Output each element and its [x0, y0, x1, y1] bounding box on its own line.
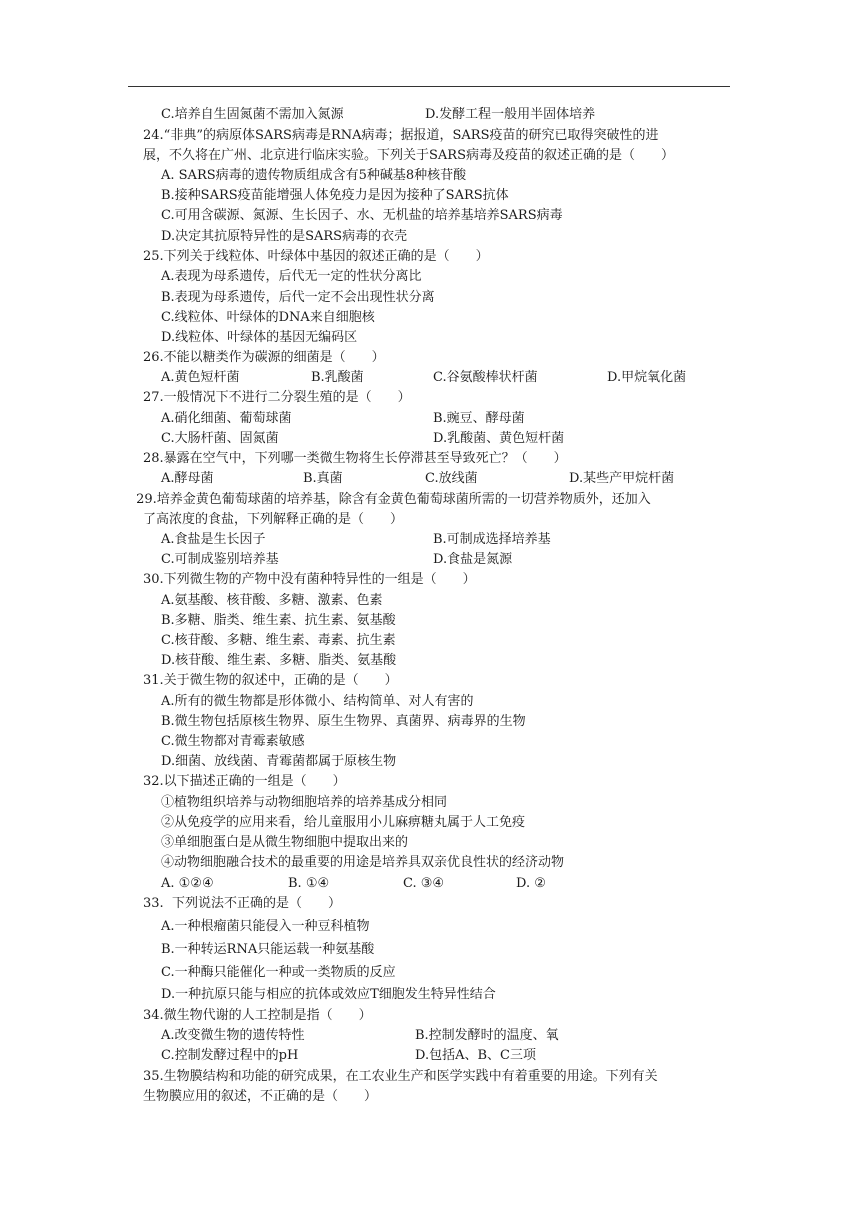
option-text: B.微生物包括原核生物界、原生生物界、真菌界、病毒界的生物 — [161, 714, 526, 729]
option-text: B.多糖、脂类、维生素、抗生素、氨基酸 — [161, 613, 396, 628]
question-33-stem: 33. 下列说法不正确的是（ ） — [143, 896, 341, 911]
option-text: A.所有的微生物都是形体微小、结构简单、对人有害的 — [161, 694, 474, 709]
option-text: A. ①②④ — [161, 876, 214, 891]
question-32-stem: 32.以下描述正确的一组是（ ） — [143, 774, 346, 789]
option-text: D.细菌、放线菌、青霉菌都属于原核生物 — [161, 754, 397, 769]
question-29-stem-cont: 了高浓度的食盐，下列解释正确的是（ ） — [143, 512, 404, 527]
option-text: C.一种酶只能催化一种或一类物质的反应 — [161, 965, 396, 980]
question-34-stem: 34.微生物代谢的人工控制是指（ ） — [143, 1008, 372, 1023]
question-29-stem: 29.培养金黄色葡萄球菌的培养基，除含有金黄色葡萄球菌所需的一切营养物质外，还加入 — [132, 492, 651, 507]
option-text: A.黄色短杆菌 — [161, 370, 240, 385]
question-26-stem: 26.不能以糖类作为碳源的细菌是（ ） — [143, 350, 385, 365]
statement-text: ②从免疫学的应用来看，给儿童服用小儿麻痹糖丸属于人工免疫 — [161, 815, 526, 830]
option-text: B.一种转运RNA只能运载一种氨基酸 — [161, 942, 375, 957]
option-text: C. ③④ — [403, 876, 445, 891]
option-text: C.控制发酵过程中的pH — [161, 1048, 299, 1063]
statement-text: ④动物细胞融合技术的最重要的用途是培养具双亲优良性状的经济动物 — [161, 855, 565, 870]
statement-text: ①植物组织培养与动物细胞培养的培养基成分相同 — [161, 795, 448, 810]
option-text: D.决定其抗原特异性的是SARS病毒的衣壳 — [161, 229, 408, 244]
question-30-stem: 30.下列微生物的产物中没有菌种特异性的一组是（ ） — [143, 572, 476, 587]
option-text: D.核苷酸、维生素、多糖、脂类、氨基酸 — [161, 653, 397, 668]
option-text: B. ①④ — [288, 876, 330, 891]
option-text: D.食盐是氮源 — [433, 552, 513, 567]
option-text: B.真菌 — [303, 471, 343, 486]
option-text: C.谷氨酸棒状杆菌 — [433, 370, 538, 385]
question-24-stem: 24.“非典”的病原体SARS病毒是RNA病毒；据报道，SARS疫苗的研究已取得突破性的进 — [143, 128, 659, 143]
option-text: A.改变微生物的遗传特性 — [161, 1028, 305, 1043]
option-text: D.线粒体、叶绿体的基因无编码区 — [161, 330, 358, 345]
option-text: B.控制发酵时的温度、氧 — [415, 1028, 559, 1043]
option-text: C.大肠杆菌、固氮菌 — [161, 431, 279, 446]
option-text: C.微生物都对青霉素敏感 — [161, 734, 305, 749]
option-text: B.豌豆、酵母菌 — [433, 411, 525, 426]
question-24-stem-cont: 展，不久将在广州、北京进行临床实验。下列关于SARS病毒及疫苗的叙述正确的是（ ） — [143, 148, 674, 163]
question-27-stem: 27.一般情况下不进行二分裂生殖的是（ ） — [143, 390, 411, 405]
option-text: A.一种根瘤菌只能侵入一种豆科植物 — [161, 919, 370, 934]
option-text: D.某些产甲烷杆菌 — [569, 471, 675, 486]
header-rule — [128, 86, 730, 87]
option-text: A.酵母菌 — [161, 471, 214, 486]
option-text: C.可制成鉴别培养基 — [161, 552, 279, 567]
option-text: D.甲烷氧化菌 — [607, 370, 687, 385]
question-28-stem: 28.暴露在空气中，下列哪一类微生物将生长停滞甚至导致死亡？（ ） — [143, 451, 567, 466]
option-text: B.表现为母系遗传，后代一定不会出现性状分离 — [161, 290, 435, 305]
option-text: D.一种抗原只能与相应的抗体或效应T细胞发生特异性结合 — [161, 987, 496, 1002]
statement-text: ③单细胞蛋白是从微生物细胞中提取出来的 — [161, 835, 409, 850]
question-35-stem-cont: 生物膜应用的叙述，不正确的是（ ） — [143, 1089, 378, 1104]
option-text: A.氨基酸、核苷酸、多糖、激素、色素 — [161, 593, 383, 608]
option-text: C.放线菌 — [425, 471, 478, 486]
option-text: C.可用含碳源、氮源、生长因子、水、无机盐的培养基培养SARS病毒 — [161, 208, 563, 223]
question-35-stem: 35.生物膜结构和功能的研究成果，在工农业生产和医学实践中有着重要的用途。下列有关 — [143, 1069, 658, 1084]
question-31-stem: 31.关于微生物的叙述中，正确的是（ ） — [143, 673, 398, 688]
option-text: D. ② — [516, 876, 546, 891]
option-text: A.表现为母系遗传，后代无一定的性状分离比 — [161, 269, 422, 284]
option-text: B.乳酸菌 — [311, 370, 364, 385]
option-text: C.线粒体、叶绿体的DNA来自细胞核 — [161, 310, 375, 325]
option-text: D.发酵工程一般用半固体培养 — [425, 107, 596, 122]
option-text: D.乳酸菌、黄色短杆菌 — [433, 431, 565, 446]
option-text: A. SARS病毒的遗传物质组成含有5种碱基8种核苷酸 — [161, 168, 467, 183]
option-text: C.培养自生固氮菌不需加入氮源 — [161, 107, 344, 122]
option-text: A.硝化细菌、葡萄球菌 — [161, 411, 292, 426]
option-text: B.可制成选择培养基 — [433, 532, 551, 547]
question-25-stem: 25.下列关于线粒体、叶绿体中基因的叙述正确的是（ ） — [143, 249, 489, 264]
option-text: A.食盐是生长因子 — [161, 532, 266, 547]
option-text: B.接种SARS疫苗能增强人体免疫力是因为接种了SARS抗体 — [161, 188, 509, 203]
option-text: C.核苷酸、多糖、维生素、毒素、抗生素 — [161, 633, 396, 648]
option-text: D.包括A、B、C三项 — [415, 1048, 536, 1063]
